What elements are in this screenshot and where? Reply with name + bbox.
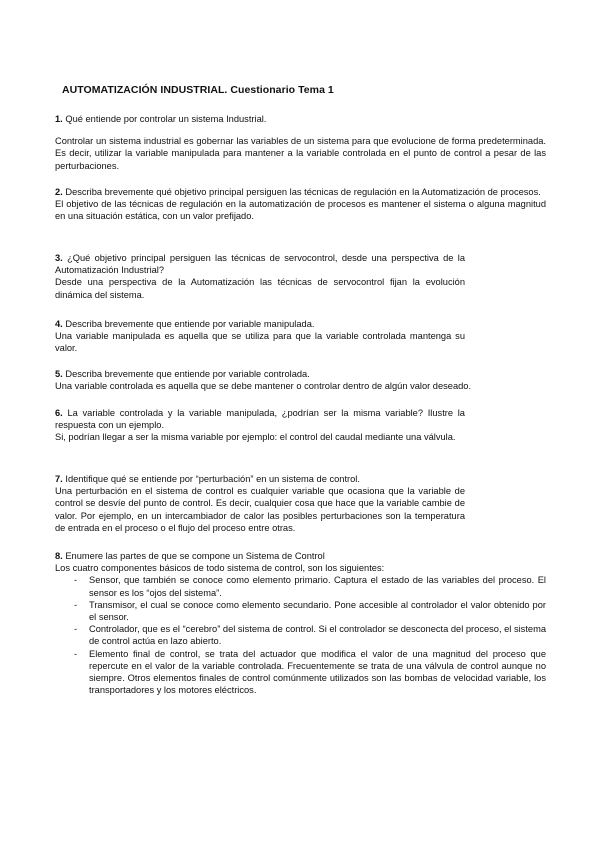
part-text: Controlador, que es el “cerebro” del sistema de control. Si el controlador se desconecta del proceso, el sistema de control actúa en lazo abierto. [89, 624, 546, 647]
answer-6: Si, podrían llegar a ser la misma variable por ejemplo: el control del caudal mediante una válvula. [55, 432, 456, 443]
question-number: 7. [55, 474, 63, 484]
question-block-4 [55, 318, 465, 355]
question-block-2 [55, 186, 546, 223]
part-text: Sensor, que también se conoce como elemento primario. Captura el estado de las variables del proceso. El sensor es los “ojos del sistema”. [89, 575, 546, 598]
control-system-parts-list [55, 574, 546, 696]
list-item [55, 648, 546, 697]
question-7 [55, 473, 465, 485]
bullet-dash: - [74, 624, 78, 635]
question-block-6 [55, 407, 465, 444]
question-text: Identifique qué se entiende por “perturbación” en un sistema de control. [65, 474, 360, 484]
question-text: ¿Qué objetivo principal persiguen las técnicas de servocontrol, desde una perspectiva de la Automatización Industrial? [55, 253, 465, 276]
question-4 [55, 318, 465, 330]
question-number: 4. [55, 319, 63, 329]
question-block-7 [55, 473, 465, 534]
part-text: Transmisor, el cual se conoce como elemento secundario. Pone accesible al controlador el valor obtenido por el sensor. [89, 599, 546, 623]
question-5 [55, 368, 546, 380]
document-title: AUTOMATIZACIÓN INDUSTRIAL. Cuestionario Tema 1 [62, 84, 334, 96]
question-6 [55, 407, 465, 431]
question-block-8 [55, 550, 546, 696]
question-number: 3. [55, 253, 63, 263]
answer-8-intro: Los cuatro componentes básicos de todo sistema de control, son los siguientes: [55, 563, 385, 574]
question-2 [55, 186, 546, 198]
answer-7: Una perturbación en el sistema de control es cualquier variable que ocasiona que la variable de control se desvíe del punto de control. Es decir, cualquier cosa que hace que la variable cambie de valor. Por ejemplo, en un intercambiador de calor las posibles perturbaciones son la temperatura de entrada en el proceso o el flujo del proceso entre otras. [55, 486, 465, 533]
question-number: 5. [55, 369, 63, 379]
question-1 [55, 113, 546, 125]
question-number: 6. [55, 408, 63, 418]
question-block-5 [55, 368, 546, 392]
question-3 [55, 252, 465, 276]
question-block-3 [55, 252, 465, 301]
list-item [55, 574, 546, 598]
answer-3: Desde una perspectiva de la Automatización las técnicas de servocontrol fijan la evolución dinámica del sistema. [55, 277, 465, 300]
question-text: La variable controlada y la variable manipulada, ¿podrían ser la misma variable? Ilustre la respuesta con un ejemplo. [55, 408, 465, 431]
answer-2: El objetivo de las técnicas de regulación en la automatización de procesos es mantener el sistema o alguna magnitud en una situación estática, con un valor prefijado. [55, 199, 546, 222]
question-text: Qué entiende por controlar un sistema Industrial. [65, 114, 267, 124]
list-item [55, 599, 546, 623]
question-8 [55, 550, 546, 562]
question-block-1 [55, 113, 546, 172]
answer-1: Controlar un sistema industrial es gobernar las variables de un sistema para que evolucione de forma predeterminada. Es decir, utilizar la variable manipulada para mantener a la variable controlada en el punto de control a pesar de las perturbaciones. [55, 136, 546, 171]
question-number: 8. [55, 551, 63, 561]
question-text: Describa brevemente qué objetivo principal persiguen las técnicas de regulación en la Automatización de procesos. [65, 187, 541, 197]
question-number: 1. [55, 114, 63, 124]
list-item [55, 623, 546, 647]
bullet-dash: - [74, 648, 78, 659]
question-text: Describa brevemente que entiende por variable manipulada. [65, 319, 315, 329]
part-text: Elemento final de control, se trata del actuador que modifica el valor de una magnitud del proceso que repercute en el valor de la variable controlada. Frecuentemente se trata de una válvula de control aunque no siempre. Otros elementos finales de control comúnmente utilizados son las bombas de velocidad variable, los transportadores y los motores eléctricos. [89, 648, 546, 696]
bullet-dash: - [74, 599, 78, 610]
question-number: 2. [55, 187, 63, 197]
question-text: Enumere las partes de que se compone un Sistema de Control [65, 551, 325, 561]
answer-5: Una variable controlada es aquella que se debe mantener o controlar dentro de algún valor deseado. [55, 381, 472, 392]
answer-4: Una variable manipulada es aquella que se utiliza para que la variable controlada mantenga su valor. [55, 331, 465, 354]
question-text: Describa brevemente que entiende por variable controlada. [65, 369, 310, 379]
bullet-dash: - [74, 575, 78, 586]
